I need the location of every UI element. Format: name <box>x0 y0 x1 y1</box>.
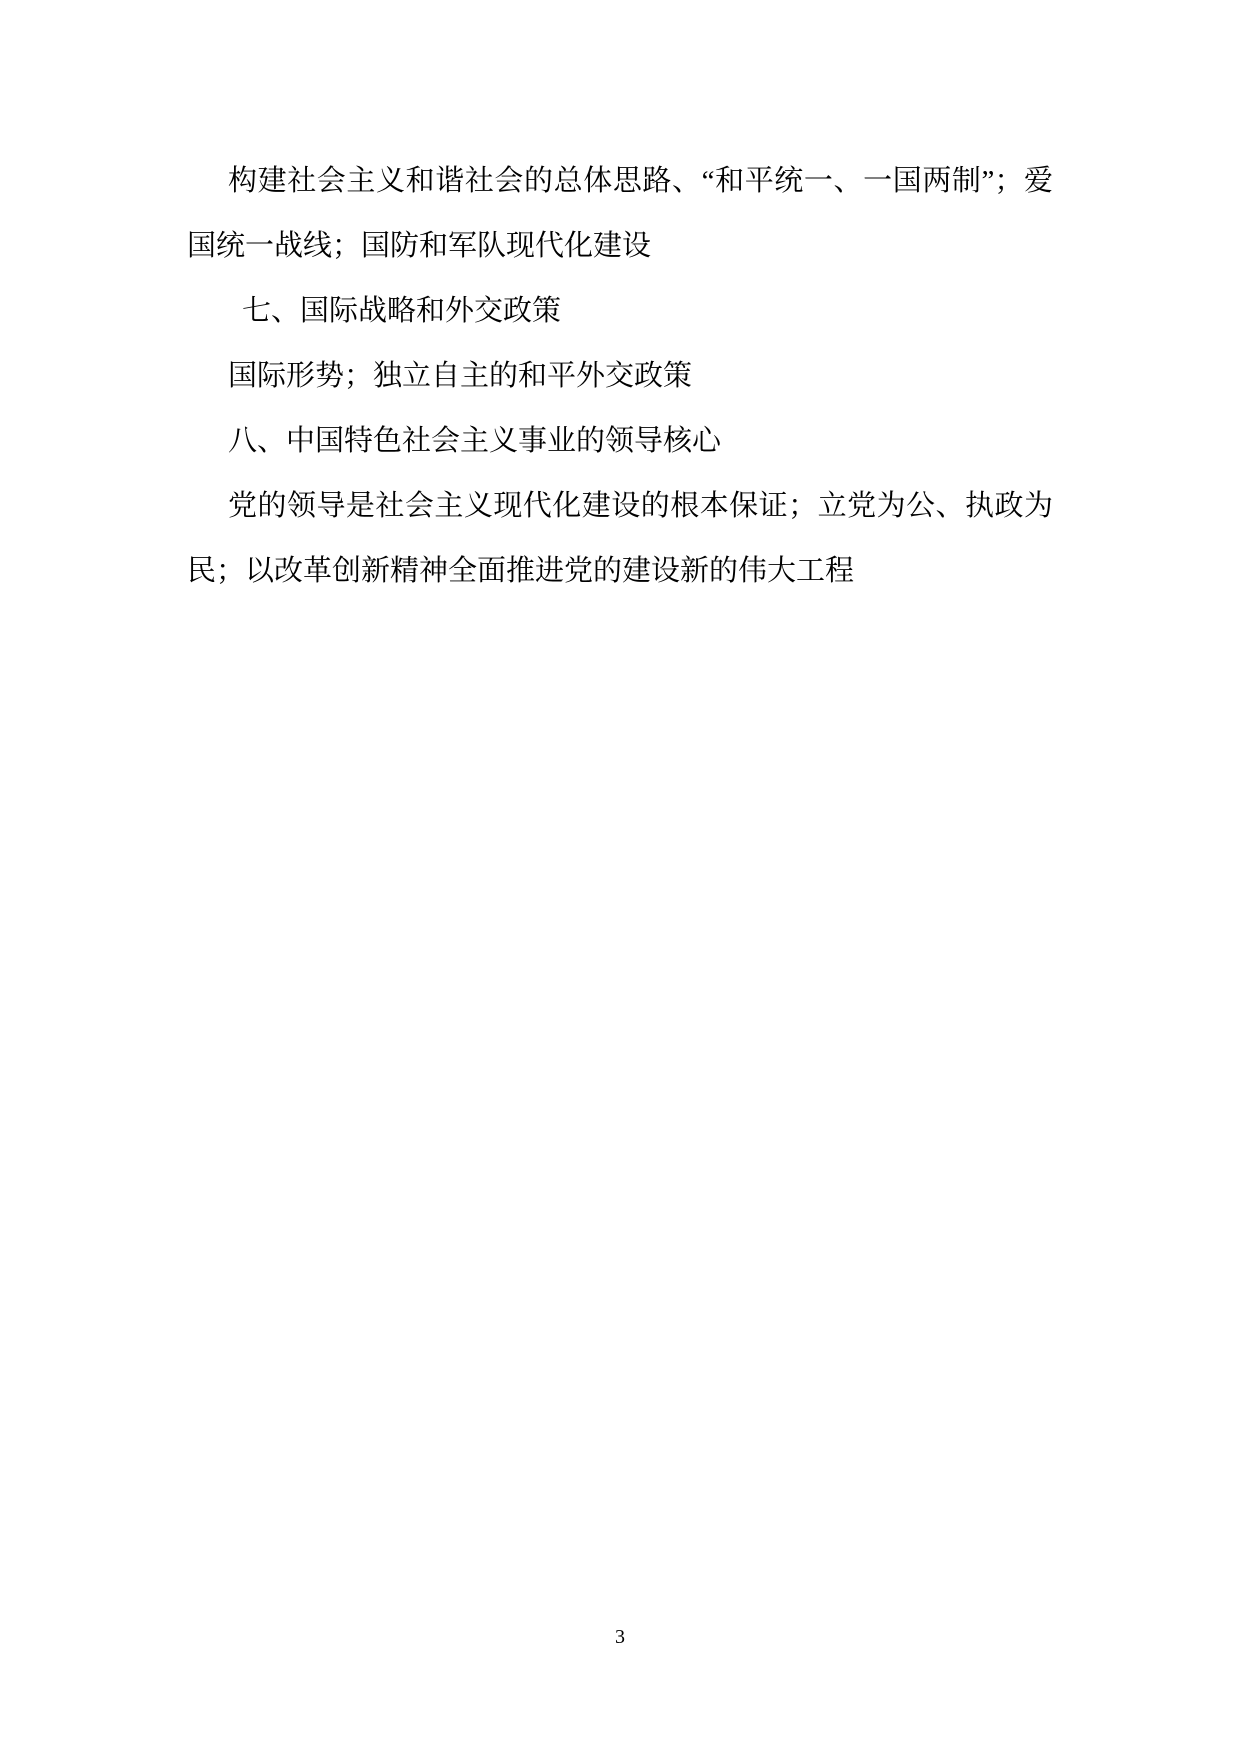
page-footer <box>0 1626 1240 1648</box>
body-line: 党的领导是社会主义现代化建设的根本保证；立党为公、执政为 <box>228 490 1053 522</box>
document-text-block <box>187 149 1053 604</box>
body-line: 构建社会主义和谐社会的总体思路、“和平统一、一国两制”；爱 <box>228 165 1053 197</box>
body-line: 国际形势；独立自主的和平外交政策 <box>228 360 693 392</box>
section-heading-seven: 七、国际战略和外交政策 <box>242 295 562 327</box>
section-heading-eight: 八、中国特色社会主义事业的领导核心 <box>228 425 722 457</box>
body-line: 国统一战线；国防和军队现代化建设 <box>187 230 652 262</box>
page-number: 3 <box>615 1626 625 1648</box>
body-line: 民；以改革创新精神全面推进党的建设新的伟大工程 <box>187 555 855 587</box>
